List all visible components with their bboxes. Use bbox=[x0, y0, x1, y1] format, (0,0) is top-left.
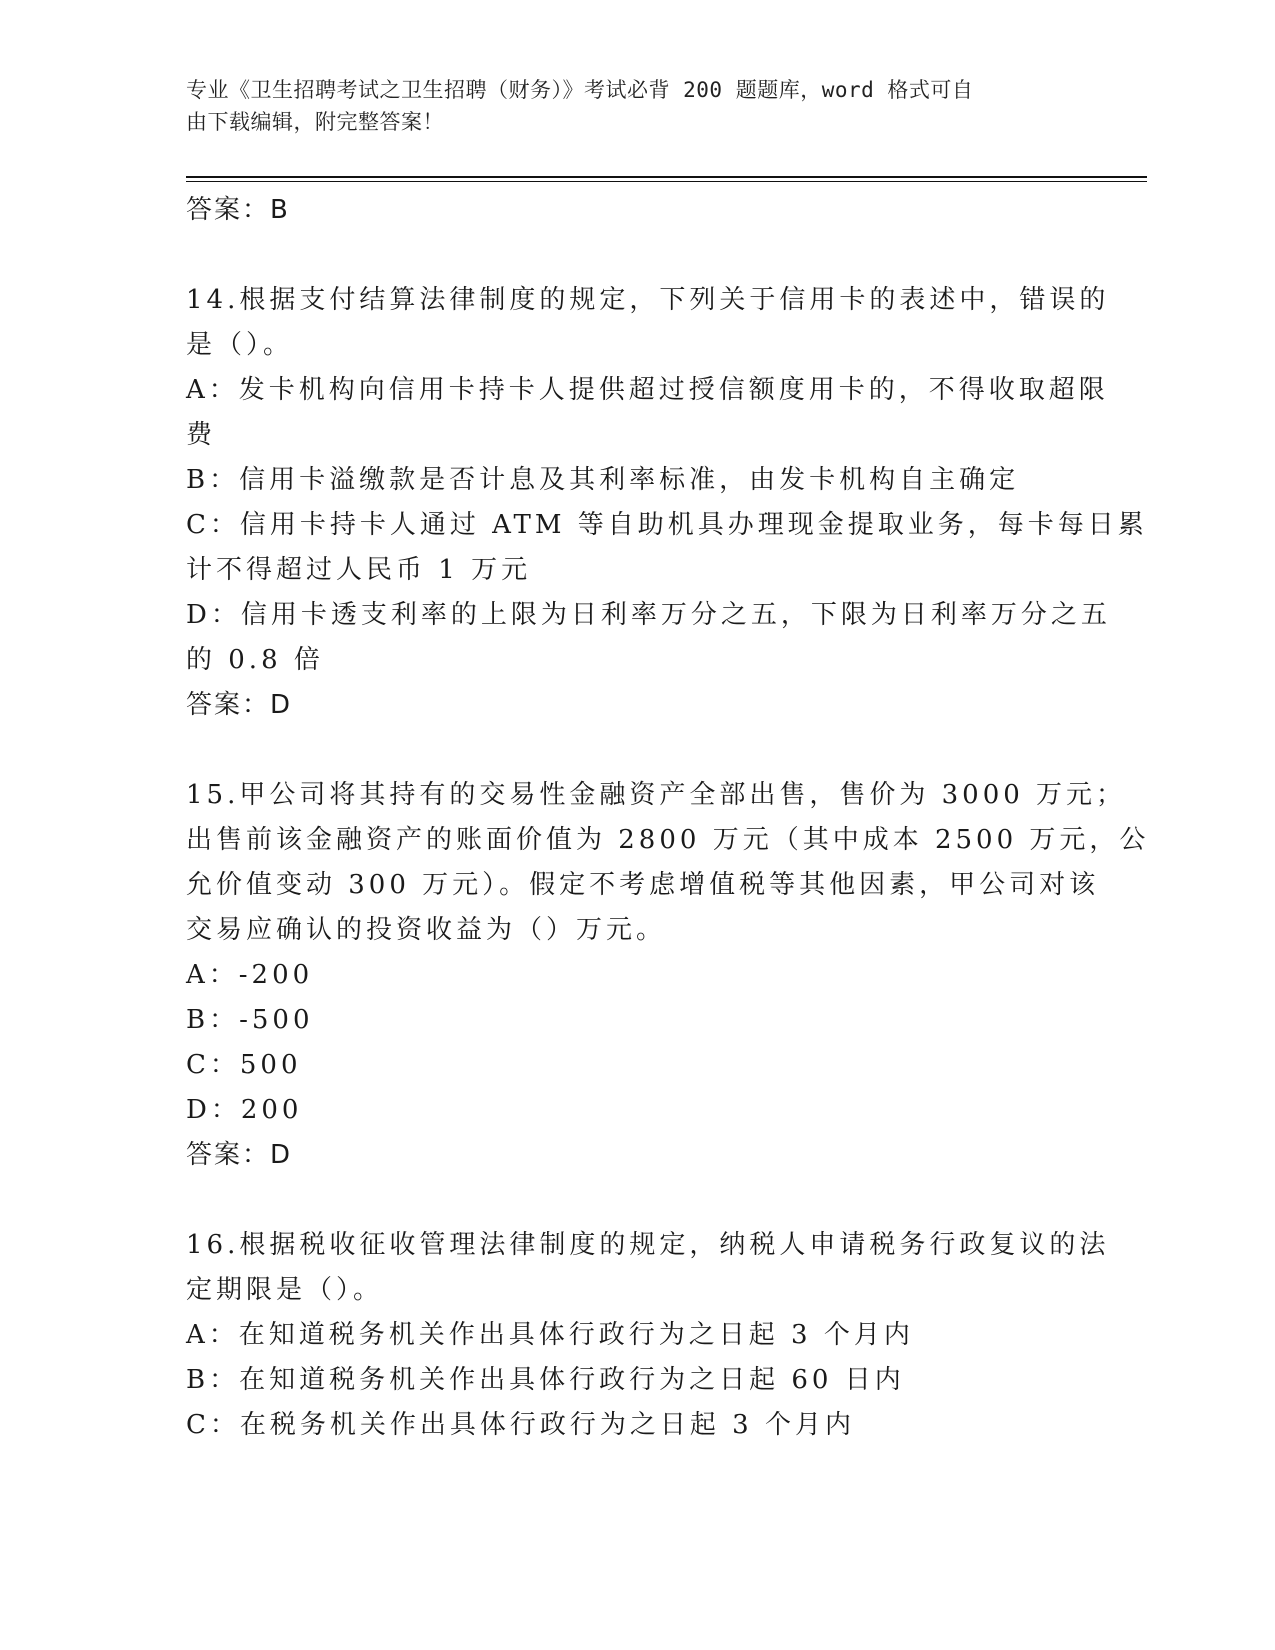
spacer bbox=[186, 1178, 1076, 1223]
spacer bbox=[186, 728, 1076, 773]
question-16 bbox=[186, 1223, 1110, 1448]
document-body bbox=[186, 188, 1150, 1448]
option-line: 的 0.8 倍 bbox=[186, 645, 324, 675]
question-stem-line: 14.根据支付结算法律制度的规定，下列关于信用卡的表述中，错误的 bbox=[186, 285, 1110, 315]
option-line: 费 bbox=[186, 420, 217, 450]
question-answer: 答案：D bbox=[186, 690, 293, 720]
question-stem-line: 15.甲公司将其持有的交易性金融资产全部出售，售价为 3000 万元； bbox=[186, 780, 1127, 810]
question-14 bbox=[186, 278, 1148, 728]
question-stem-line: 交易应确认的投资收益为（）万元。 bbox=[186, 915, 667, 945]
header-rule-thick bbox=[186, 176, 1147, 178]
question-stem-line: 允价值变动 300 万元）。假定不考虑增值税等其他因素，甲公司对该 bbox=[186, 870, 1100, 900]
header-rule-thin bbox=[186, 181, 1147, 182]
question-answer: 答案：D bbox=[186, 1140, 293, 1170]
question-stem-line: 定期限是（）。 bbox=[186, 1275, 384, 1305]
option-line: B：-500 bbox=[186, 1005, 314, 1035]
question-15 bbox=[186, 773, 1150, 1178]
spacer bbox=[186, 233, 1076, 278]
header-line: 由下载编辑，附完整答案！ bbox=[186, 110, 444, 134]
question-stem-line: 是（）。 bbox=[186, 330, 294, 360]
previous-answer: 答案：B bbox=[186, 195, 290, 225]
option-line: D：200 bbox=[186, 1095, 303, 1125]
header-line: 专业《卫生招聘考试之卫生招聘（财务）》考试必背 200 题题库，word 格式可自 bbox=[186, 78, 974, 102]
option-line: 计不得超过人民币 1 万元 bbox=[186, 555, 532, 585]
option-line: A：在知道税务机关作出具体行政行为之日起 3 个月内 bbox=[186, 1320, 914, 1350]
option-line: D：信用卡透支利率的上限为日利率万分之五，下限为日利率万分之五 bbox=[186, 600, 1111, 630]
question-stem-line: 出售前该金融资产的账面价值为 2800 万元（其中成本 2500 万元，公 bbox=[186, 825, 1150, 855]
question-stem-line: 16.根据税收征收管理法律制度的规定，纳税人申请税务行政复议的法 bbox=[186, 1230, 1110, 1260]
option-line: C：在税务机关作出具体行政行为之日起 3 个月内 bbox=[186, 1410, 855, 1440]
option-line: C：500 bbox=[186, 1050, 302, 1080]
option-line: B：在知道税务机关作出具体行政行为之日起 60 日内 bbox=[186, 1365, 905, 1395]
option-line: B：信用卡溢缴款是否计息及其利率标准，由发卡机构自主确定 bbox=[186, 465, 1020, 495]
option-line: C：信用卡持卡人通过 ATM 等自助机具办理现金提取业务，每卡每日累 bbox=[186, 510, 1148, 540]
document-header bbox=[186, 74, 1066, 138]
option-line: A：发卡机构向信用卡持卡人提供超过授信额度用卡的，不得收取超限 bbox=[186, 375, 1109, 405]
option-line: A：-200 bbox=[186, 960, 314, 990]
